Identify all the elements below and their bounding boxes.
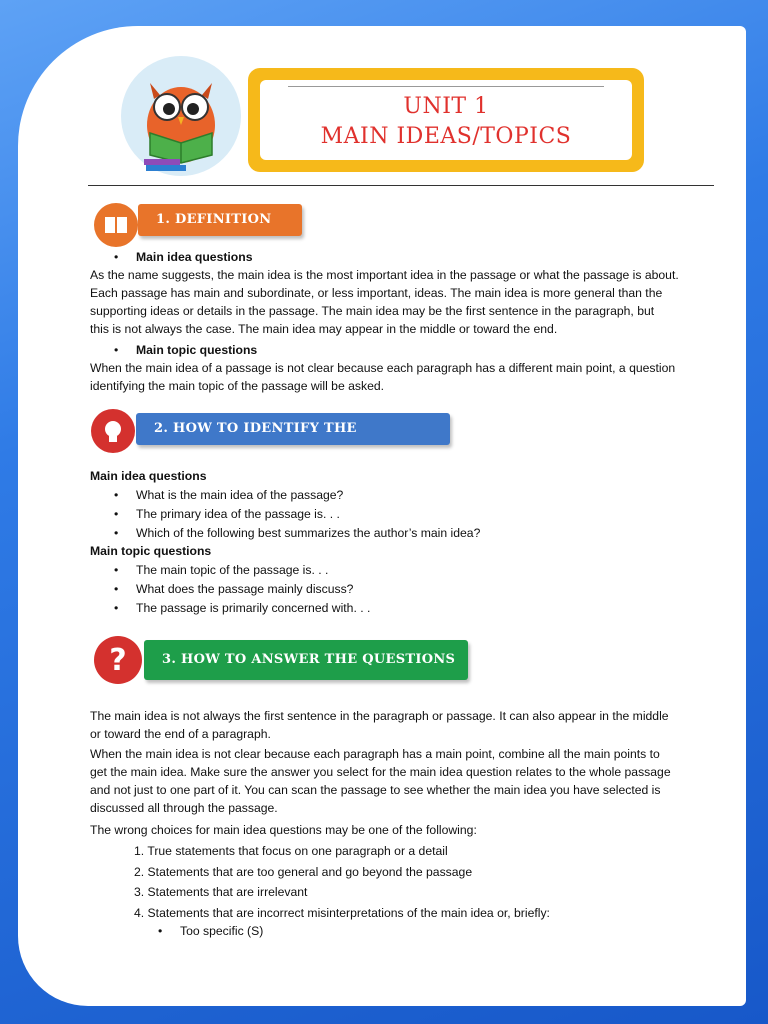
title-box	[248, 68, 644, 172]
bullet-label: Main topic questions	[136, 343, 258, 357]
lightbulb-icon	[91, 409, 135, 453]
bullet-dot: •	[158, 924, 163, 938]
bullet-dot: •	[114, 250, 119, 264]
text-line: get the main idea. Make sure the answer you select for the main idea question relates to the whole passage	[90, 765, 671, 779]
identify-item	[114, 561, 329, 579]
header-divider	[88, 185, 714, 186]
identify-heading-2: Main topic questions	[90, 544, 212, 558]
choice-item: 3. Statements that are irrelevant	[134, 885, 308, 899]
choice-item: 4. Statements that are incorrect misinterpretations of the main idea or, briefly:	[134, 905, 550, 920]
svg-text:?: ?	[109, 643, 127, 678]
item-text: What is the main idea of the passage?	[136, 488, 344, 502]
answer-paragraph-3: The wrong choices for main idea questions may be one of the following:	[90, 823, 477, 837]
item-text: The passage is primarily concerned with. . .	[136, 601, 371, 615]
choice-item: 2. Statements that are too general and go beyond the passage	[134, 864, 473, 879]
identify-item	[114, 486, 344, 504]
bullet-dot: •	[114, 488, 119, 502]
identify-item	[114, 524, 481, 542]
answer-paragraph-1	[90, 707, 714, 743]
section-identify-banner: 2. HOW TO IDENTIFY THE QUESTIONS	[136, 413, 450, 445]
bullet-dot: •	[114, 507, 119, 521]
item-text: Which of the following best summarizes the author’s main idea?	[136, 526, 481, 540]
bullet-dot: •	[114, 526, 119, 540]
text-line: identifying the main topic of the passage will be asked.	[90, 379, 385, 393]
definition-bullet-2	[114, 341, 258, 359]
choice-item: 1. True statements that focus on one paragraph or a detail	[134, 844, 448, 858]
section-definition-banner: 1. DEFINITION	[138, 204, 302, 236]
text-line: discussed all through the passage.	[90, 801, 278, 815]
book-icon	[94, 203, 138, 247]
identify-item	[114, 580, 354, 598]
sub-bullet	[158, 922, 264, 940]
title-rule	[288, 86, 604, 87]
text-line: When the main idea is not clear because each paragraph has a main point, combine all the main points to	[90, 747, 660, 761]
topic-title: MAIN IDEAS/TOPICS	[320, 124, 572, 149]
owl-reading-icon	[120, 55, 242, 177]
item-text: The primary idea of the passage is. . .	[136, 507, 340, 521]
sub-bullet-text: Too specific (S)	[180, 924, 264, 938]
bullet-dot: •	[114, 343, 119, 357]
bullet-dot: •	[114, 601, 119, 615]
text-line: When the main idea of a passage is not clear because each paragraph has a different main point, a question	[90, 361, 676, 375]
unit-title: UNIT 1	[403, 94, 489, 119]
answer-paragraph-2	[90, 745, 714, 817]
text-line: As the name suggests, the main idea is the most important idea in the passage or what the passage is about.	[90, 268, 679, 282]
text-line: and not just to one part of it. You can scan the passage to see whether the main idea you have selected is	[90, 783, 661, 797]
text-line: this is not always the case. The main idea may appear in the middle or toward the end.	[90, 322, 558, 336]
identify-item	[114, 599, 371, 617]
wrong-choices-list	[134, 841, 714, 923]
text-line: The main idea is not always the first sentence in the paragraph or passage. It can also appear in the middle	[90, 709, 669, 723]
definition-bullet-1	[114, 248, 253, 266]
text-line: or toward the end of a paragraph.	[90, 727, 271, 741]
bullet-dot: •	[114, 563, 119, 577]
question-mark-icon	[94, 636, 142, 684]
text-line: supporting ideas or details in the passage. The main idea may be the first sentence in the paragraph, but	[90, 304, 655, 318]
item-text: What does the passage mainly discuss?	[136, 582, 354, 596]
identify-heading-1: Main idea questions	[90, 469, 207, 483]
bullet-label: Main idea questions	[136, 250, 253, 264]
identify-item	[114, 505, 340, 523]
title-inner	[260, 80, 632, 160]
section-answer-banner: 3. HOW TO ANSWER THE QUESTIONS	[144, 640, 468, 680]
definition-paragraph-1	[90, 266, 714, 338]
item-text: The main topic of the passage is. . .	[136, 563, 329, 577]
definition-paragraph-2	[90, 359, 714, 395]
text-line: Each passage has main and subordinate, or less important, ideas. The main idea is more general than the	[90, 286, 663, 300]
bullet-dot: •	[114, 582, 119, 596]
